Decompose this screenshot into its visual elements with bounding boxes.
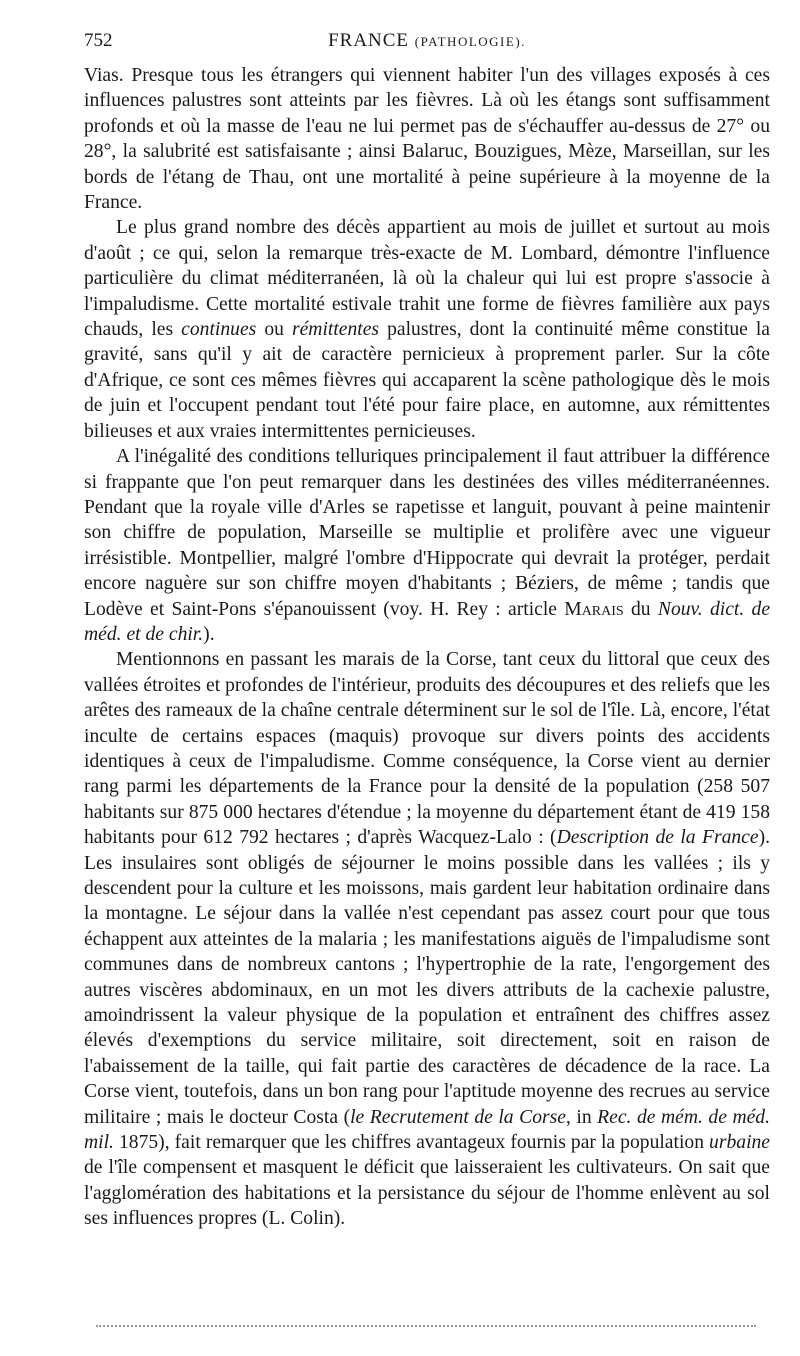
text-run: Mentionnons en passant les marais de la Corse, tant ceux du littoral que ceux des vallées étroites et profondes de l'intérieur, produits des découpures et des reliefs que les arêtes des rameaux de la chaîne centrale déterminent sur le sol de l'île. Là, encore, l'état inculte de certains espaces (maquis) provoque sur divers points des accidents identiques à ceux de l'impaludisme. Comme conséquence, la Corse vient au dernier rang parmi les départements de la France pour la densité de la population (258 507 habitants sur 875 000 hectares d'étendue ; la moyenne du département étant de 419 158 habitants pour 612 792 hectares ; d'après Wacquez-Lalo : ( [84, 649, 770, 849]
italic-text-run: urbaine [709, 1132, 770, 1154]
italic-text-run: Nouv. dict. de méd. et de chir. [84, 598, 771, 645]
paragraph [84, 444, 770, 647]
text-run: A l'inégalité des conditions telluriques principalement il faut attribuer la différence si frappante que l'on peut remarquer dans les destinées des villes méditerranéennes. Pendant que la royale ville d'Arles se rapetisse et languit, pouvant à peine maintenir son chiffre de population, Marseille se multiplie et prolifère avec une vigueur irrésistible. Montpellier, malgré l'ombre d'Hippocrate qui devrait la protéger, perdait encore naguère sur son chiffre moyen d'habitants ; Béziers, de même ; tandis que Lodève et Saint-Pons s'épanouissent (voy. H. Rey : article [84, 446, 770, 620]
running-title-subtitle: (PATHOLOGIE). [414, 34, 526, 49]
body-text [84, 63, 770, 1232]
italic-text-run: continues [181, 319, 257, 341]
text-run: Le plus grand nombre des décès appartient au mois de juillet et surtout au mois d'août ; ce qui, selon la remarque très-exacte de M. Lombard, démontre l'influence particulière du climat méditerranéen, là où la chaleur qui lui est propre s'associe à l'impaludisme. Cette mortalité estivale trahit une forme de fièvres familière aux pays chauds, les [84, 217, 770, 341]
paragraph [84, 647, 770, 1231]
text-run: palustres, dont la continuité même constitue la gravité, sans qu'il y ait de caractère pernicieux à proprement parler. Sur la côte d'Afrique, ce sont ces mêmes fièvres qui accaparent la scène pathologique dès le mois de juin et l'occupent pendant tout l'été pour faire place, en automne, aux rémittentes bilieuses et aux vraies intermittentes pernicieuses. [84, 319, 770, 442]
text-run: du [623, 598, 658, 620]
text-run: ou [256, 319, 292, 341]
text-run: de l'île compensent et masquent le déficit que laisseraient les cultivateurs. On sait que l'agglomération des habitations et la persistance du séjour de l'homme enlèvent au sol ses influences propres (L. Colin). [84, 1157, 770, 1230]
italic-text-run: le Recrutement de la Corse, [350, 1106, 571, 1128]
italic-text-run: Rec. de mém. de méd. mil. [84, 1106, 770, 1154]
page-number: 752 [84, 30, 113, 51]
footer-divider [96, 1325, 756, 1327]
running-title-main: FRANCE [328, 30, 410, 51]
text-run: Vias. Presque tous les étrangers qui viennent habiter l'un des villages exposés à ces influences palustres sont atteints par les fièvres. Là où les étangs sont suffisamment profonds et où la masse de l'eau ne lui permet pas de s'échauffer au-dessus de 27° ou 28°, la salubrité est satisfaisante ; ainsi Balaruc, Bouzigues, Mèze, Marseillan, sur les bords de l'étang de Thau, ont une mortalité à peine supérieure à la moyenne de la France. [84, 65, 770, 214]
text-run: in [570, 1106, 598, 1128]
small-caps-text-run: Marais [564, 598, 624, 620]
paragraph [84, 215, 770, 444]
running-title [84, 30, 770, 52]
paragraph [84, 63, 770, 215]
running-header [84, 30, 770, 58]
text-run: ). Les insulaires sont obligés de séjourner le moins possible dans les vallées ; ils y descendent pour la culture et les moissons, mais gardent leur habitation ordinaire dans la montagne. Le séjour dans la vallée n'est cependant pas assez court pour que tous échappent aux atteintes de la malaria ; les manifestations aiguës de l'impaludisme sont communes dans de nombreux cantons ; l'hypertrophie de la rate, l'engorgement des autres viscères abdominaux, en un mot les divers attributs de la cachexie palustre, amoindrissent la valeur physique de la population et entraînent des chiffres assez élevés d'exemptions du service militaire, soit directement, soit en raison de l'abaissement de la taille, qui fait partie des caractères de décadence de la race. La Corse vient, toutefois, dans un bon rang pour l'aptitude moyenne des recrues au service militaire ; mais le docteur Costa ( [84, 827, 770, 1128]
italic-text-run: rémittentes [291, 319, 380, 341]
text-run: ). [203, 623, 215, 645]
text-run: 1875), fait remarquer que les chiffres avantageux fournis par la population [113, 1132, 710, 1154]
italic-text-run: Description de la France [556, 827, 759, 849]
